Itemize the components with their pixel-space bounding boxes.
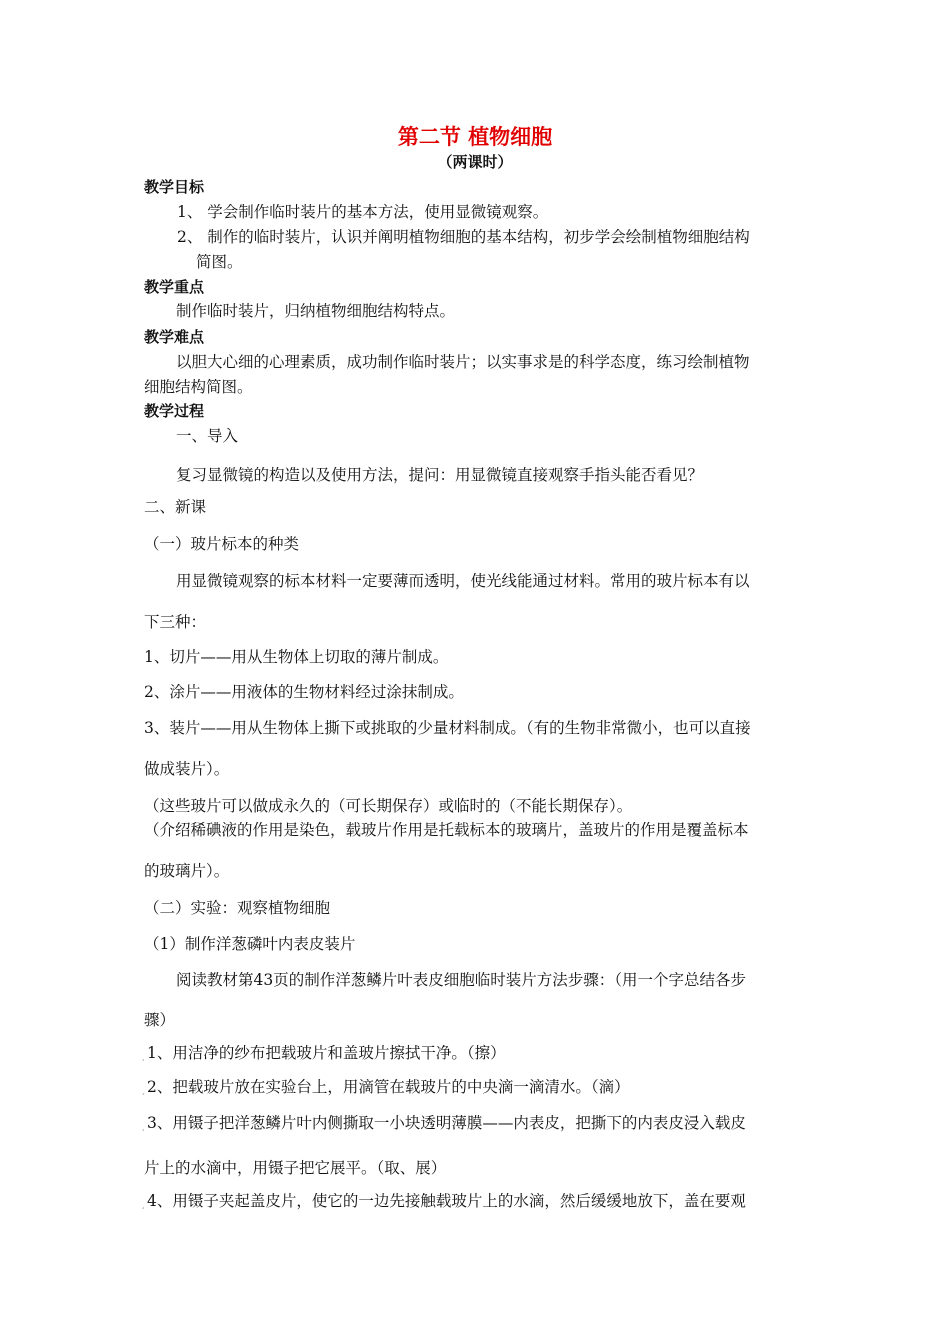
- process-intro-heading: 一、导入: [176, 427, 239, 445]
- list-item-smear: 2、涂片——用液体的生物材料经过涂抹制成。: [144, 683, 464, 701]
- list-item-mount-cont: 做成装片）。: [144, 760, 230, 778]
- document-title: 第二节 植物细胞: [397, 125, 553, 149]
- procedure-step-3-cont: 片上的水滴中，用镊子把它展平。（取、展）: [144, 1159, 447, 1177]
- procedure-step-3: 3、用镊子把洋葱鳞片叶内侧撕取一小块透明薄膜——内表皮，把撕下的内表皮浸入载皮: [147, 1114, 746, 1132]
- section-heading-goals: 教学目标: [144, 178, 205, 196]
- paragraph-slide-types-cont: 下三种：: [144, 613, 207, 631]
- procedure-step-2: 2、把载玻片放在实验台上，用滴管在载玻片的中央滴一滴清水。（滴）: [147, 1078, 630, 1096]
- margin-mark: ¸: [141, 1052, 146, 1062]
- experiment-instructions-cont: 骤）: [144, 1011, 176, 1029]
- document-subtitle: （两课时）: [437, 153, 513, 171]
- list-item-mount: 3、装片——用从生物体上撕下或挑取的少量材料制成。（有的生物非常微小，也可以直接: [144, 719, 751, 737]
- goal-item-2: 2、 制作的临时装片，认识并阐明植物细胞的基本结构，初步学会绘制植物细胞结构: [177, 228, 750, 246]
- difficulty-text: 以胆大心细的心理素质，成功制作临时装片；以实事求是的科学态度，练习绘制植物: [176, 353, 750, 371]
- procedure-step-4: 4、用镊子夹起盖皮片，使它的一边先接触载玻片上的水滴，然后缓缓地放下，盖在要观: [147, 1192, 746, 1210]
- key-point-text: 制作临时装片，归纳植物细胞结构特点。: [176, 302, 456, 320]
- process-intro-text: 复习显微镜的构造以及使用方法，提问：用显微镜直接观察手指头能否看见？: [176, 466, 704, 484]
- note-iodine-cont: 的玻璃片）。: [144, 862, 230, 880]
- experiment-instructions: 阅读教材第43页的制作洋葱鳞片叶表皮细胞临时装片方法步骤：（用一个字总结各步: [176, 971, 746, 989]
- margin-mark: ¸: [141, 1086, 146, 1096]
- margin-mark: ¸: [141, 1200, 146, 1210]
- subsection-experiment: （二）实验：观察植物细胞: [144, 899, 331, 917]
- procedure-step-1: 1、用洁净的纱布把载玻片和盖玻片擦拭干净。（擦）: [147, 1044, 506, 1062]
- list-item-section: 1、切片——用从生物体上切取的薄片制成。: [144, 648, 449, 666]
- goal-item-2-cont: 简图。: [196, 253, 243, 271]
- experiment-step-heading: （1）制作洋葱磷叶内表皮装片: [144, 935, 356, 953]
- section-heading-key: 教学重点: [144, 278, 205, 296]
- section-heading-process: 教学过程: [144, 402, 205, 420]
- subsection-slide-types: （一）玻片标本的种类: [144, 535, 300, 553]
- paragraph-slide-types: 用显微镜观察的标本材料一定要薄而透明，使光线能通过材料。常用的玻片标本有以: [176, 572, 750, 590]
- note-permanent: （这些玻片可以做成永久的（可长期保存）或临时的（不能长期保存）。: [144, 797, 633, 815]
- new-lesson-heading: 二、新课: [144, 498, 207, 516]
- difficulty-text-cont: 细胞结构简图。: [144, 378, 253, 396]
- note-iodine: （介绍稀碘液的作用是染色，载玻片作用是托载标本的玻璃片，盖玻片的作用是覆盖标本: [144, 821, 749, 839]
- margin-mark: ¸: [141, 1122, 146, 1132]
- goal-item-1: 1、 学会制作临时装片的基本方法，使用显微镜观察。: [177, 203, 549, 221]
- section-heading-difficulty: 教学难点: [144, 328, 205, 346]
